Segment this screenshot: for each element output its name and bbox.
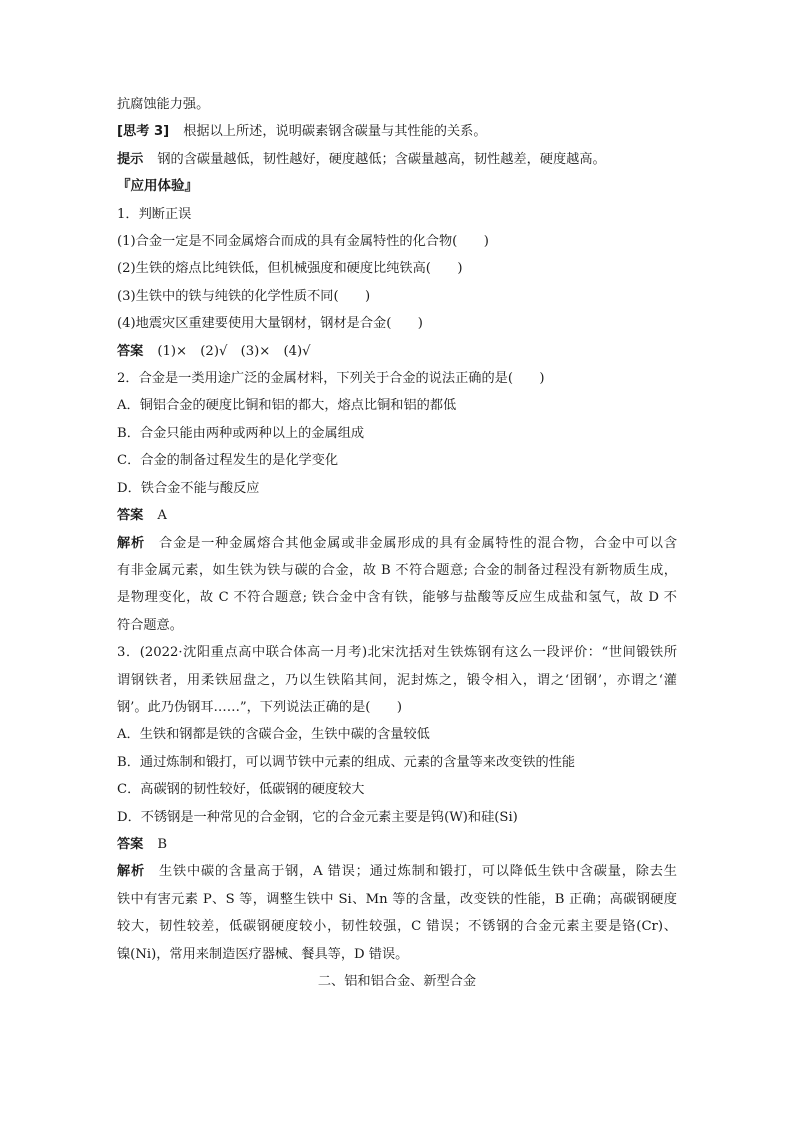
think-3-label: [思考 3] bbox=[117, 124, 170, 140]
answer-label: 答案 bbox=[117, 508, 144, 524]
q2-answer bbox=[117, 502, 677, 529]
answer-label: 答案 bbox=[117, 836, 144, 852]
q3-answer bbox=[117, 831, 677, 858]
hint-text: 钢的含碳量越低，韧性越好，硬度越低；含碳量越高，韧性越差，硬度越高。 bbox=[157, 151, 606, 167]
analysis-text: 合金是一种金属熔合其他金属或非金属形成的具有金属特性的混合物，合金中可以含 bbox=[159, 535, 678, 551]
q1-answer bbox=[117, 338, 677, 365]
q2-stem: 2．合金是一类用途广泛的金属材料，下列关于合金的说法正确的是( ) bbox=[117, 371, 545, 387]
analysis-label: 解析 bbox=[117, 535, 146, 551]
q3-analysis-line: 较大，韧性较差，低碳钢硬度较小，韧性较强，C 错误；不锈钢的合金元素主要是铬(Cr)、 bbox=[117, 919, 677, 935]
q3-option: C．高碳钢的韧性较好，低碳钢的硬度较大 bbox=[117, 782, 365, 798]
answer-value: A bbox=[157, 508, 167, 524]
q2-analysis-line: 是物理变化，故 C 不符合题意; 铁合金中含有铁，能够与盐酸等反应生成盐和氢气，故 D 不 bbox=[117, 590, 677, 606]
q1-item: (3)生铁中的铁与纯铁的化学性质不同( ) bbox=[117, 288, 371, 304]
hint-label: 提示 bbox=[117, 151, 144, 167]
answer-label: 答案 bbox=[117, 343, 144, 359]
q3-analysis-line bbox=[117, 858, 677, 885]
q3-stem-line: 谓钢铁者，用柔铁屈盘之，乃以生铁陷其间，泥封炼之，锻令相入，谓之‘团钢’，亦谓之‘灌 bbox=[117, 672, 677, 688]
analysis-label: 解析 bbox=[117, 864, 146, 880]
q2-option: A．铜铝合金的硬度比铜和铝的都大，熔点比铜和铝的都低 bbox=[117, 398, 457, 414]
think-3-text: 根据以上所述，说明碳素钢含碳量与其性能的关系。 bbox=[183, 124, 487, 140]
next-section-heading: 二、铝和铝合金、新型合金 bbox=[317, 974, 477, 989]
think-3 bbox=[117, 118, 677, 145]
q2-analysis-line: 有非金属元素，如生铁为铁与碳的合金，故 B 不符合题意; 合金的制备过程没有新物质生成， bbox=[117, 562, 677, 578]
q3-option: B．通过炼制和锻打，可以调节铁中元素的组成、元素的含量等来改变铁的性能 bbox=[117, 754, 576, 770]
document-page bbox=[117, 91, 677, 995]
q1-item: (4)地震灾区重建要使用大量钢材，钢材是合金( ) bbox=[117, 316, 423, 332]
q2-option: D．铁合金不能与酸反应 bbox=[117, 480, 260, 496]
intro-line: 抗腐蚀能力强。 bbox=[117, 97, 210, 112]
q3-option: D．不锈钢是一种常见的合金钢，它的合金元素主要是钨(W)和硅(Si) bbox=[117, 809, 518, 825]
q3-stem-line: 3．(2022·沈阳重点高中联合体高一月考)北宋沈括对生铁炼钢有这么一段评价：“世间锻铁所 bbox=[117, 645, 677, 661]
q1-item: (2)生铁的熔点比纯铁低，但机械强度和硬度比纯铁高( ) bbox=[117, 261, 463, 277]
q2-analysis-line bbox=[117, 530, 677, 557]
q1-stem: 1．判断正误 bbox=[117, 206, 192, 222]
q3-analysis-line: 镍(Ni)，常用来制造医疗器械、餐具等，D 错误。 bbox=[117, 946, 409, 962]
analysis-text: 生铁中碳的含量高于钢，A 错误；通过炼制和锻打，可以降低生铁中含碳量，除去生 bbox=[159, 864, 677, 880]
answer-value: B bbox=[157, 836, 168, 852]
q3-analysis-line: 铁中有害元素 P、S 等，调整生铁中 Si、Mn 等的含量，改变铁的性能，B 正确；高碳钢硬度 bbox=[117, 891, 677, 907]
q3-option: A．生铁和钢都是铁的含碳合金，生铁中碳的含量较低 bbox=[117, 727, 430, 743]
q1-item: (1)合金一定是不同金属熔合而成的具有金属特性的化合物( ) bbox=[117, 234, 489, 250]
hint bbox=[117, 146, 677, 173]
answer-value: (1)× (2)√ (3)× (4)√ bbox=[157, 343, 311, 359]
q2-analysis-line: 符合题意。 bbox=[117, 617, 183, 633]
section-header: 『应用体验』 bbox=[117, 178, 198, 195]
q3-stem-line: 钢’。此乃伪钢耳……”，下列说法正确的是( ) bbox=[117, 699, 402, 715]
q2-option: C．合金的制备过程发生的是化学变化 bbox=[117, 453, 339, 469]
q2-option: B．合金只能由两种或两种以上的金属组成 bbox=[117, 425, 365, 441]
